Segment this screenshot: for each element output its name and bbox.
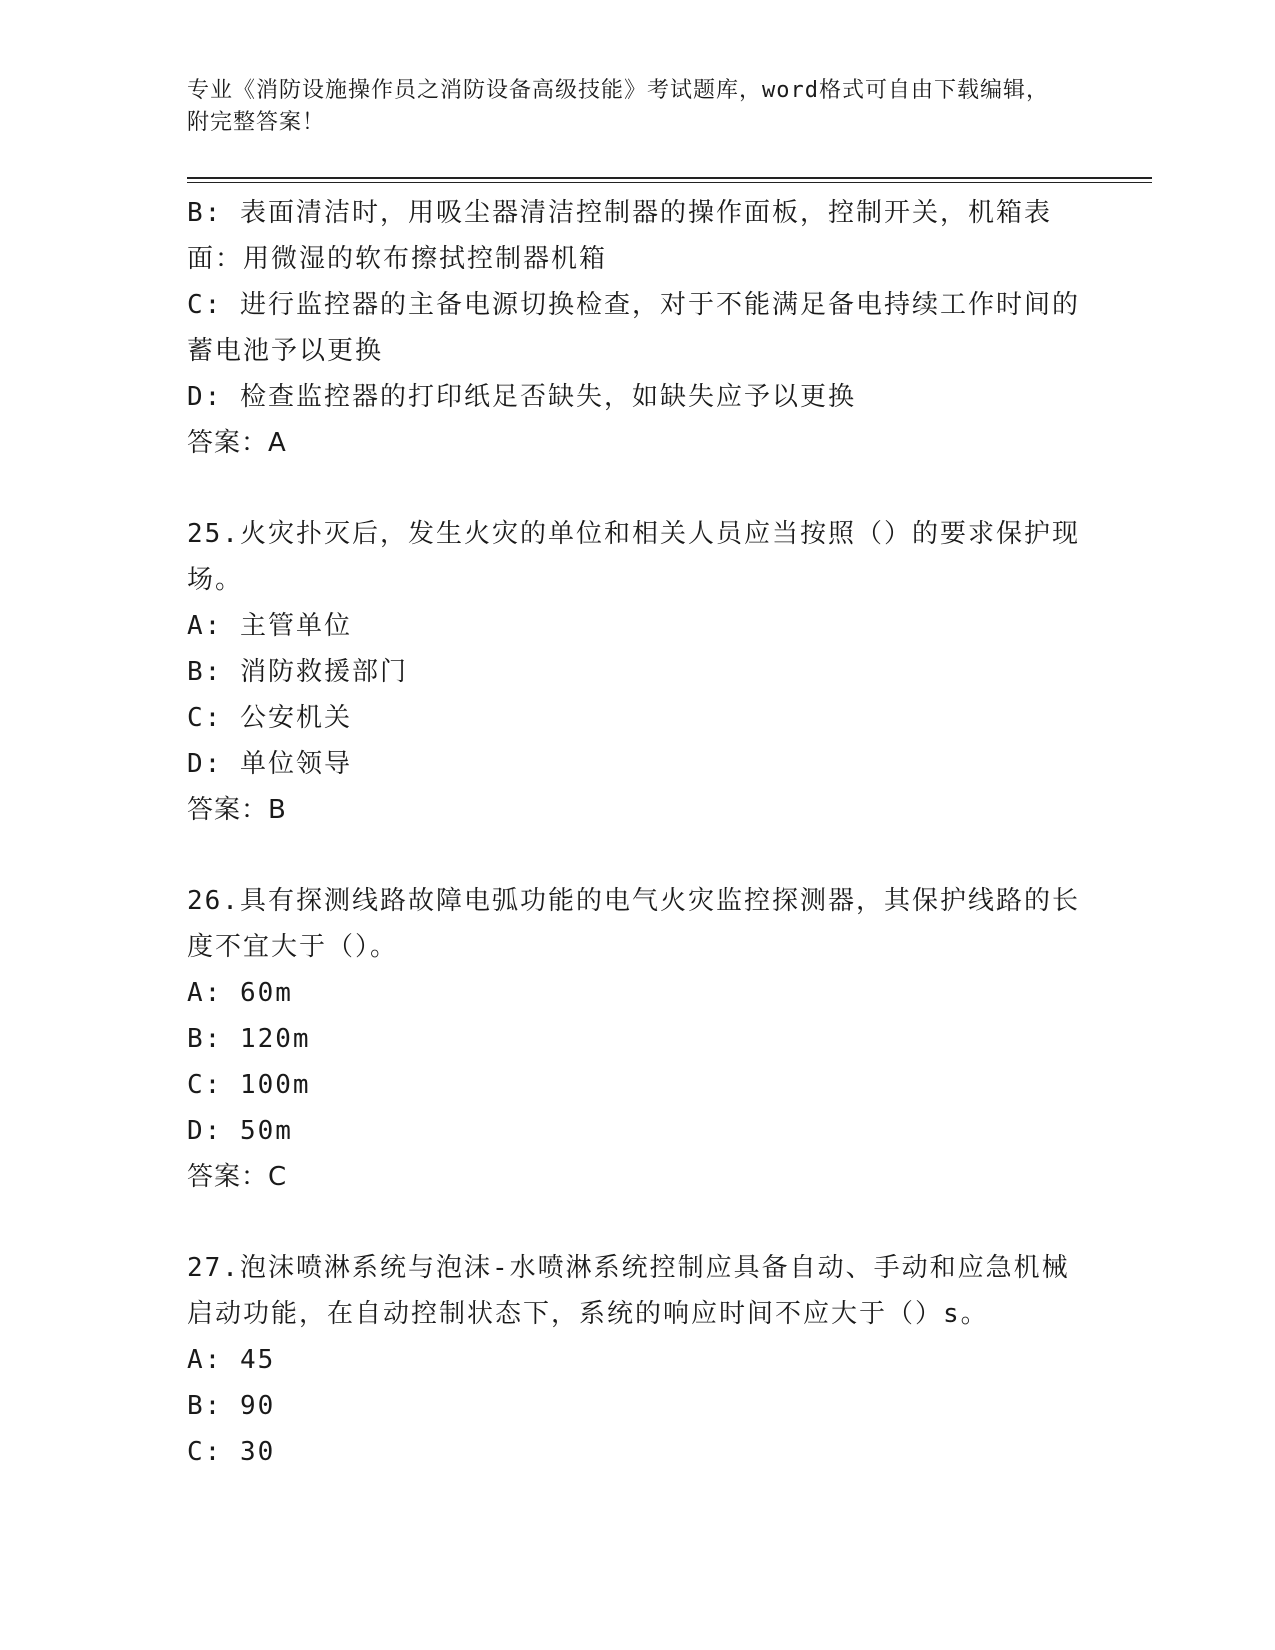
prev-question-options bbox=[187, 190, 1087, 466]
option-text: 进行监控器的主备电源切换检查，对于不能满足备电持续工作时间的蓄电池予以更换 bbox=[187, 290, 1080, 366]
option-b bbox=[187, 190, 1087, 282]
option-b bbox=[187, 649, 1087, 695]
option-d bbox=[187, 374, 1087, 420]
option-text: 消防救援部门 bbox=[239, 657, 408, 687]
option-label: B: bbox=[187, 198, 240, 228]
option-text: 120m bbox=[239, 1024, 311, 1054]
option-text: 30 bbox=[239, 1437, 276, 1467]
option-a bbox=[187, 603, 1087, 649]
question-title: 27.泡沫喷淋系统与泡沫-水喷淋系统控制应具备自动、手动和应急机械启动功能，在自动控制状态下，系统的响应时间不应大于（）s。 bbox=[187, 1253, 1070, 1329]
spacer bbox=[187, 1200, 1087, 1245]
option-text: 表面清洁时，用吸尘器清洁控制器的操作面板，控制开关，机箱表面：用微湿的软布擦拭控制器机箱 bbox=[187, 198, 1052, 274]
option-d bbox=[187, 1108, 1087, 1154]
option-a bbox=[187, 970, 1087, 1016]
spacer bbox=[187, 466, 1087, 511]
document-header: 专业《消防设施操作员之消防设备高级技能》考试题库，word格式可自由下载编辑，附完整答案！ bbox=[187, 78, 1049, 135]
option-text: 100m bbox=[239, 1070, 311, 1100]
option-text: 50m bbox=[239, 1116, 293, 1146]
option-label: B: bbox=[187, 657, 240, 687]
option-label: A: bbox=[187, 1345, 240, 1375]
option-text: 检查监控器的打印纸足否缺失，如缺失应予以更换 bbox=[239, 382, 856, 412]
option-label: D: bbox=[187, 749, 240, 779]
option-d bbox=[187, 741, 1087, 787]
spacer bbox=[187, 833, 1087, 878]
question-title: 25.火灾扑灭后，发生火灾的单位和相关人员应当按照（）的要求保护现场。 bbox=[187, 519, 1080, 595]
answer-line: 答案：A bbox=[187, 428, 287, 458]
option-a bbox=[187, 1337, 1087, 1383]
option-label: D: bbox=[187, 382, 240, 412]
option-text: 公安机关 bbox=[239, 703, 352, 733]
option-c bbox=[187, 1062, 1087, 1108]
option-b bbox=[187, 1383, 1087, 1429]
question-27 bbox=[187, 1245, 1087, 1475]
question-content bbox=[187, 190, 1087, 1475]
option-label: B: bbox=[187, 1391, 240, 1421]
option-label: A: bbox=[187, 978, 240, 1008]
option-label: C: bbox=[187, 290, 240, 320]
option-label: C: bbox=[187, 1437, 240, 1467]
option-text: 主管单位 bbox=[239, 611, 352, 641]
header-rule-thin bbox=[187, 182, 1152, 183]
option-text: 单位领导 bbox=[239, 749, 352, 779]
header-rule-thick bbox=[187, 177, 1152, 179]
answer-line: 答案：C bbox=[187, 1162, 288, 1192]
option-text: 45 bbox=[239, 1345, 276, 1375]
option-c bbox=[187, 282, 1087, 374]
option-b bbox=[187, 1016, 1087, 1062]
answer-line: 答案：B bbox=[187, 795, 287, 825]
question-25 bbox=[187, 511, 1087, 833]
option-text: 90 bbox=[239, 1391, 276, 1421]
option-c bbox=[187, 695, 1087, 741]
question-26 bbox=[187, 878, 1087, 1200]
question-title: 26.具有探测线路故障电弧功能的电气火灾监控探测器，其保护线路的长度不宜大于（）。 bbox=[187, 886, 1080, 962]
option-text: 60m bbox=[239, 978, 293, 1008]
option-label: D: bbox=[187, 1116, 240, 1146]
option-label: A: bbox=[187, 611, 240, 641]
option-label: C: bbox=[187, 1070, 240, 1100]
option-c bbox=[187, 1429, 1087, 1475]
option-label: B: bbox=[187, 1024, 240, 1054]
option-label: C: bbox=[187, 703, 240, 733]
